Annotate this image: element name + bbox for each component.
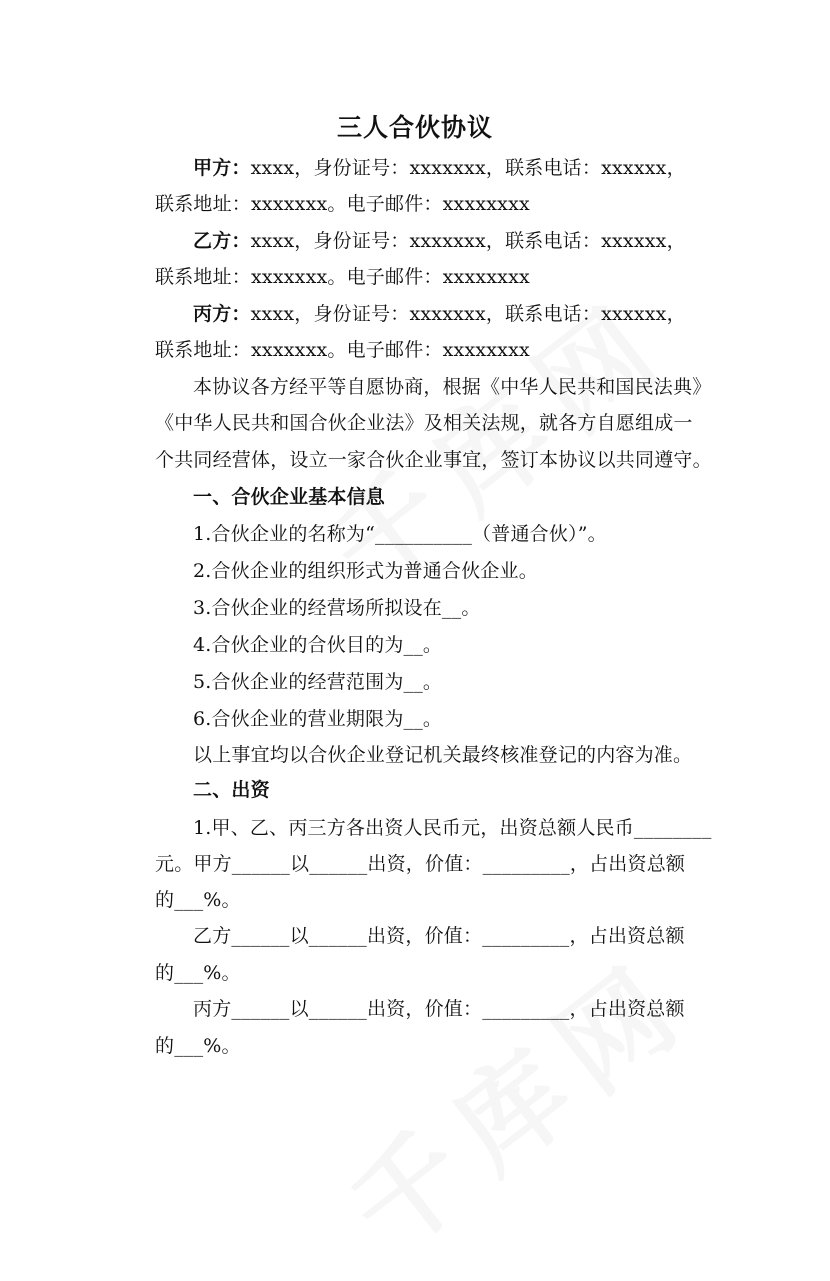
section-2-party-c-line-2: 的___%。 bbox=[155, 1035, 241, 1057]
party-c-label: 丙方： bbox=[193, 303, 251, 325]
party-b-line bbox=[193, 227, 686, 255]
party-b-contact: 联系地址：xxxxxxx。电子邮件：xxxxxxxx bbox=[155, 266, 530, 288]
intro-line-1: 本协议各方经平等自愿协商，根据《中华人民共和国民法典》 bbox=[193, 376, 712, 398]
party-c-details: xxxx，身份证号：xxxxxxx，联系电话：xxxxxx， bbox=[250, 303, 686, 325]
party-a-line bbox=[193, 154, 686, 182]
section-2-item-1-line-2: 元。甲方______以______出资，价值：_________，占出资总额 bbox=[155, 853, 686, 875]
section-2-item-1-line-3: 的___%。 bbox=[155, 889, 241, 911]
party-a-details: xxxx，身份证号：xxxxxxx，联系电话：xxxxxx， bbox=[250, 157, 686, 179]
watermark bbox=[313, 917, 718, 1281]
intro-line-3: 个共同经营体，设立一家合伙企业事宜，签订本协议以共同遵守。 bbox=[155, 449, 712, 471]
section-1-item-2: 2.合伙企业的组织形式为普通合伙企业。 bbox=[193, 560, 538, 582]
section-1-item-6: 6.合伙企业的营业期限为__。 bbox=[193, 708, 443, 730]
intro-line-2: 《中华人民共和国合伙企业法》及相关法规，就各方自愿组成一 bbox=[155, 412, 693, 434]
section-1-heading: 一、合伙企业基本信息 bbox=[193, 486, 386, 508]
section-2-party-b-line-1: 乙方______以______出资，价值：_________，占出资总额 bbox=[193, 925, 685, 947]
section-2-heading: 二、出资 bbox=[193, 779, 270, 801]
party-a-label: 甲方： bbox=[193, 157, 251, 179]
party-c-line bbox=[193, 300, 686, 328]
party-c-contact: 联系地址：xxxxxxx。电子邮件：xxxxxxxx bbox=[155, 339, 530, 361]
document-title: 三人合伙协议 bbox=[336, 113, 493, 142]
section-2-item-1-line-1: 1.甲、乙、丙三方各出资人民币元，出资总额人民币________ bbox=[193, 817, 712, 839]
section-1-item-4: 4.合伙企业的合伙目的为__。 bbox=[193, 634, 443, 656]
section-2-party-c-line-1: 丙方______以______出资，价值：_________，占出资总额 bbox=[193, 998, 685, 1020]
section-1-item-5: 5.合伙企业的经营范围为__。 bbox=[193, 671, 443, 693]
section-1-item-3: 3.合伙企业的经营场所拟设在__。 bbox=[193, 597, 481, 619]
party-b-details: xxxx，身份证号：xxxxxxx，联系电话：xxxxxx， bbox=[250, 230, 686, 252]
section-1-note: 以上事宜均以合伙企业登记机关最终核准登记的内容为准。 bbox=[193, 744, 693, 766]
party-b-label: 乙方： bbox=[193, 230, 251, 252]
section-2-party-b-line-2: 的___%。 bbox=[155, 962, 241, 984]
party-a-contact: 联系地址：xxxxxxx。电子邮件：xxxxxxxx bbox=[155, 193, 530, 215]
section-1-item-1: 1.合伙企业的名称为“__________（普通合伙）”。 bbox=[193, 523, 607, 545]
